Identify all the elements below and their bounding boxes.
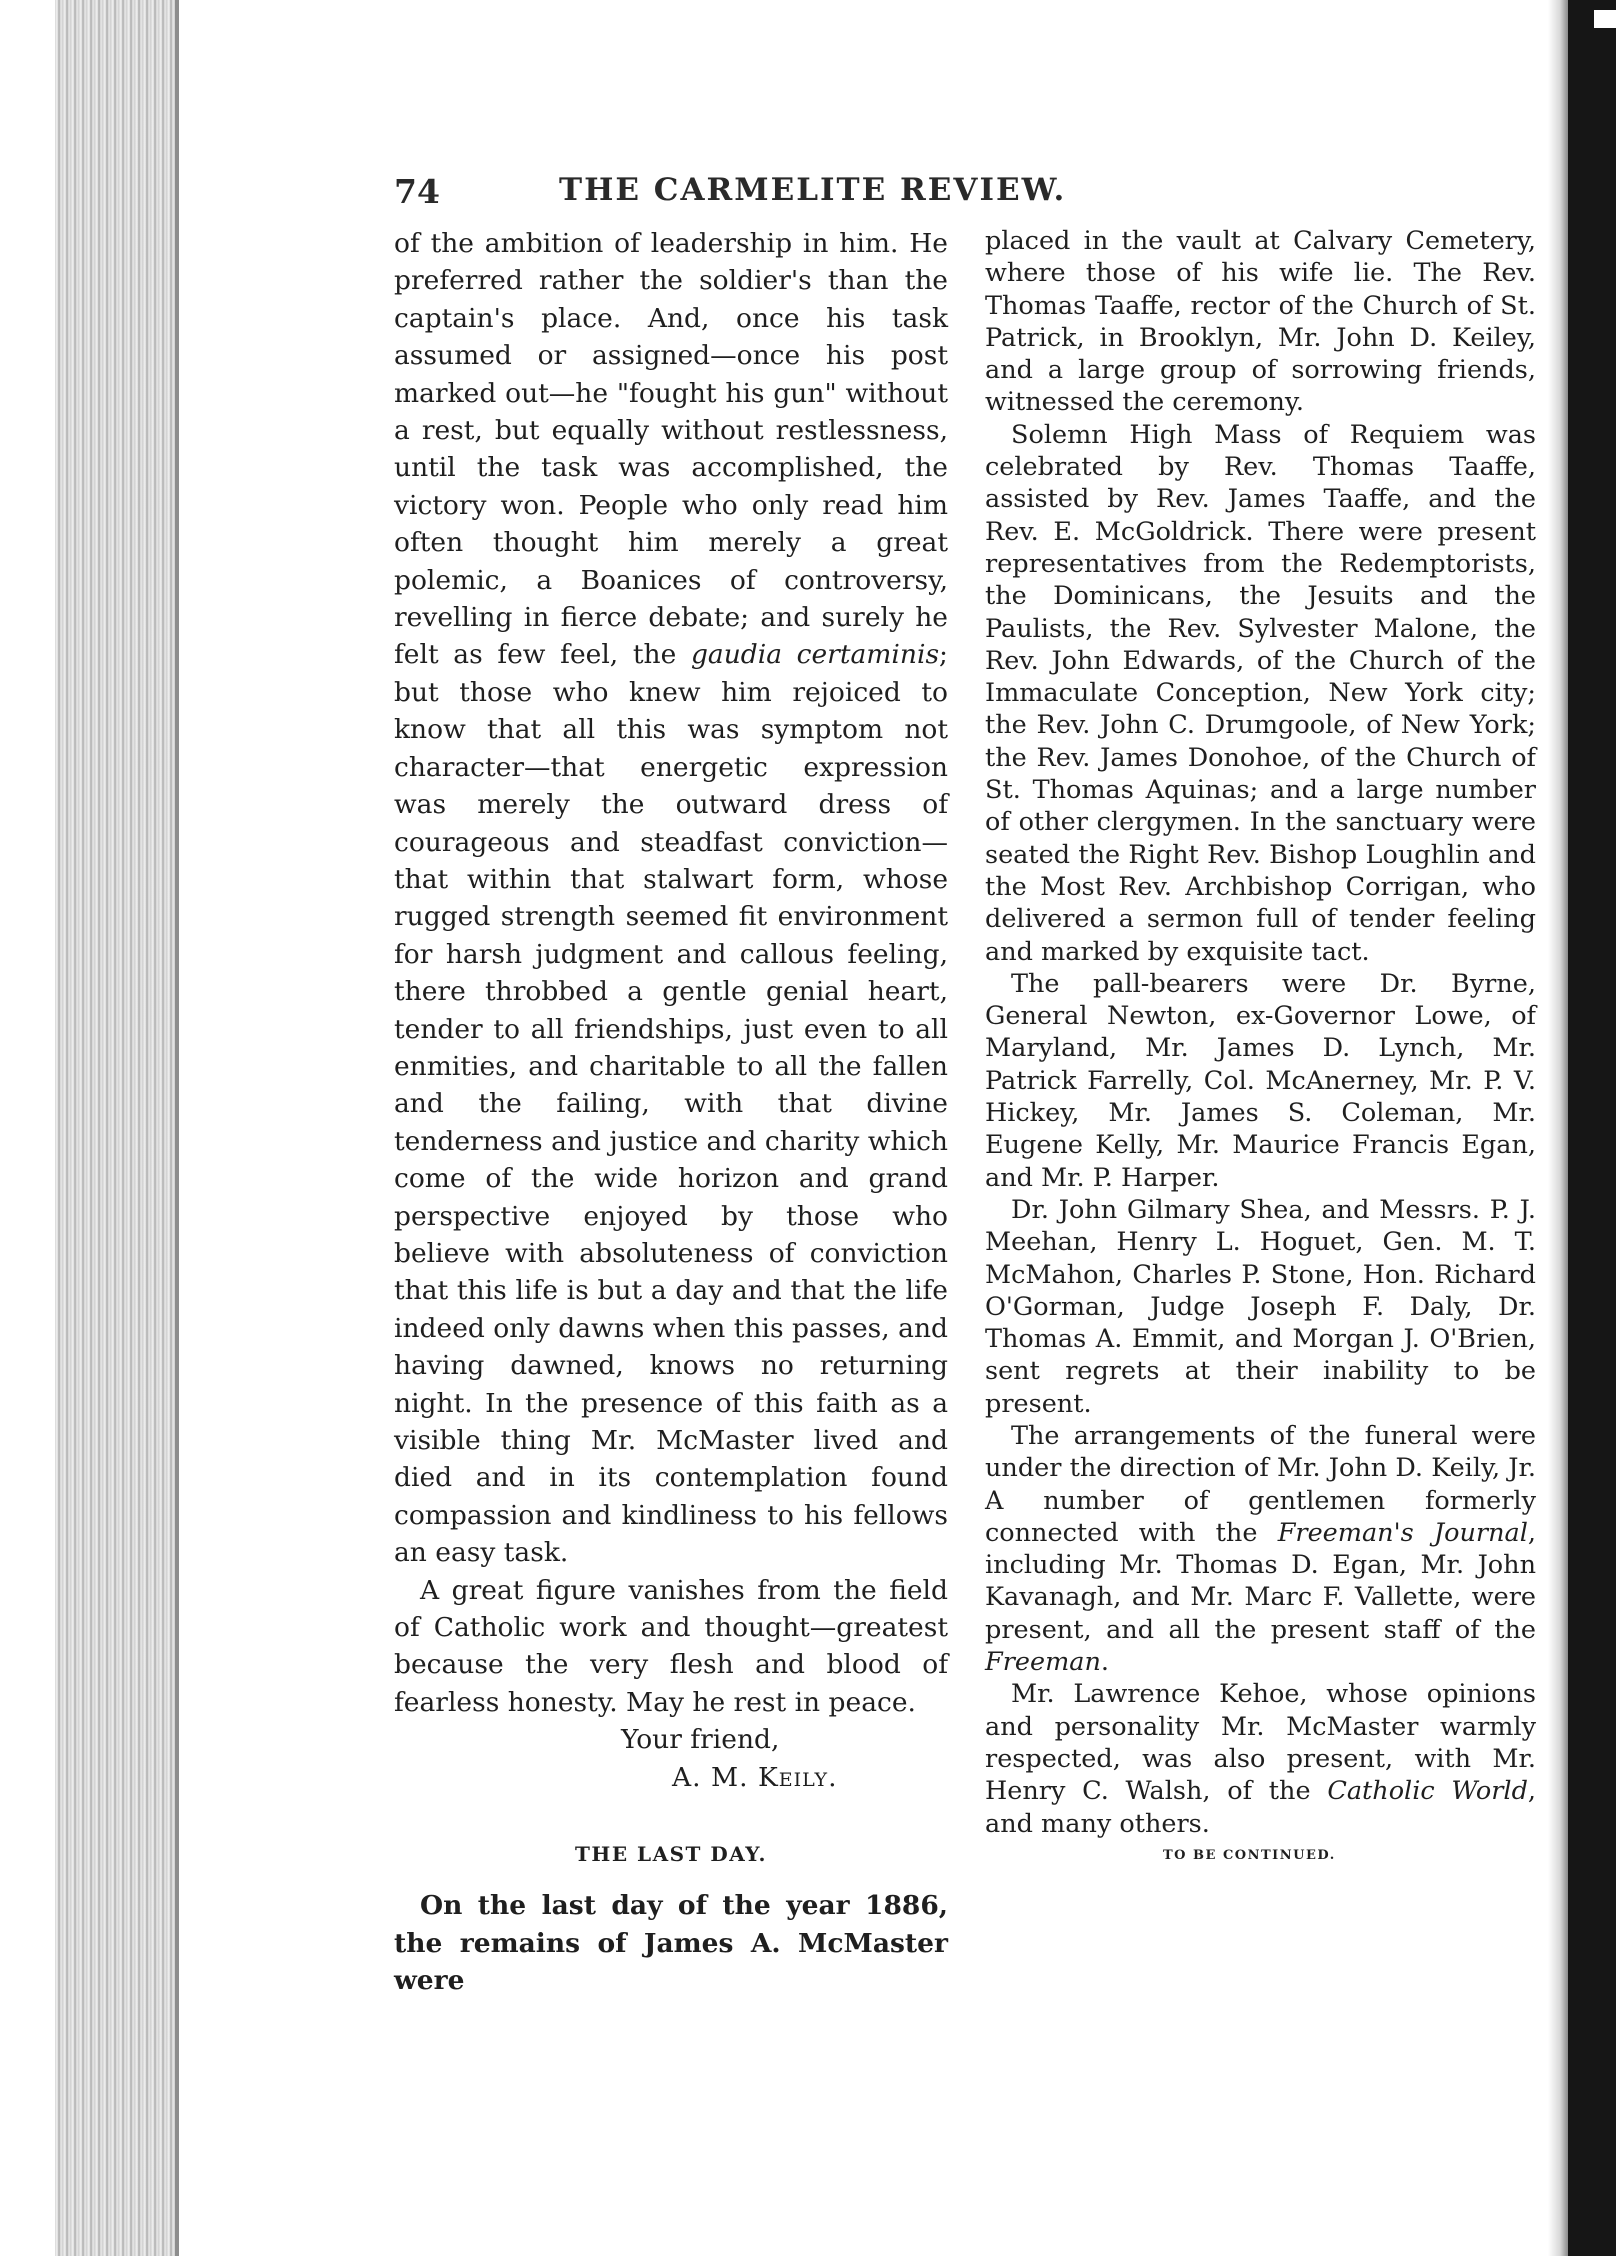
paragraph: The pall-bearers were Dr. Byrne, General Newton, ex-Governor Lowe, of Maryland, Mr. James D. Lynch, Mr. Patrick Farrelly, Col. McAnerney, Mr. P. V. Hickey, Mr. James S. Coleman, Mr. Eugene Kelly, Mr. Maurice Francis Egan, and Mr. P. Harper.	[985, 968, 1536, 1193]
paragraph: Dr. John Gilmary Shea, and Messrs. P. J. Meehan, Henry L. Hoguet, Gen. M. T. McMahon, Charles P. Stone, Hon. Richard O'Gorman, Judge Joseph F. Daly, Dr. Thomas A. Emmit, and Morgan J. O'Brien, sent regrets at their inability to be present.	[985, 1194, 1536, 1419]
paragraph	[985, 1678, 1536, 1839]
paragraph-text: of the ambition of leadership in him. He preferred rather the soldier's than the captain's place. And, once his task assumed or assigned—once his post marked out—he "fought his gun" without a rest, but equally without restlessness, until the task was accomplished, the victory won. People who only read him often thought him merely a great polemic, a Boanices of controversy, revelling in fierce debate; and surely he felt as few feel, the	[394, 228, 948, 671]
paragraph-text: .	[1100, 1647, 1109, 1678]
scan-corner-mark	[1594, 10, 1616, 28]
book-page	[178, 0, 1550, 2256]
left-column	[394, 225, 948, 2000]
paragraph: On the last day of the year 1886, the remains of James A. McMaster were	[394, 1890, 948, 1997]
paragraph	[985, 1420, 1536, 1678]
paragraph-text: , and many others.	[985, 1776, 1536, 1839]
italic-phrase: Freeman's Journal	[1277, 1517, 1528, 1548]
paragraph: placed in the vault at Calvary Cemetery, where those of his wife lie. The Rev. Thomas Taaffe, rector of the Church of St. Patrick, in Brooklyn, Mr. John D. Keiley, and a large group of sorrowing friends, witnessed the ceremony.	[985, 226, 1536, 418]
signature: A. M. Keily.	[672, 1761, 838, 1793]
italic-phrase: gaudia certaminis	[690, 639, 940, 671]
closing-line: Your friend,	[621, 1724, 780, 1756]
italic-phrase: Catholic World	[1327, 1776, 1528, 1807]
scan-right-border	[1568, 0, 1616, 2256]
page-number: 74	[394, 172, 440, 211]
italic-phrase: Freeman	[985, 1647, 1101, 1678]
paragraph-text: The arrangements of the funeral were under the direction of Mr. John D. Keily, Jr. A number of gentlemen formerly connected with the	[985, 1420, 1536, 1548]
section-title: THE LAST DAY.	[575, 1842, 767, 1867]
book-page-edges	[55, 0, 175, 2256]
running-title: THE CARMELITE REVIEW.	[559, 172, 1067, 208]
paragraph-text: ; but those who knew him rejoiced to know that all this was symptom not character—that energetic expression was merely the outward dress of courageous and steadfast conviction—that within that stalwart form, whose rugged strength seemed fit environment for harsh judgment and callous feeling, there throbbed a gentle genial heart, tender to all friendships, just even to all enmities, and charitable to all the fallen and the failing, with that divine tenderness and justice and charity which come of the wide horizon and grand perspective enjoyed by those who believe with absoluteness of conviction that this life is but a day and that the life indeed only dawns when this passes, and having dawned, knows no returning night. In the presence of this faith as a visible thing Mr. McMaster lived and died and in its contemplation found compassion and kindliness to his fellows an easy task.	[394, 639, 948, 1569]
paragraph-text: Mr. Lawrence Kehoe, whose opinions and personality Mr. McMaster warmly respected, was also present, with Mr. Henry C. Walsh, of the	[985, 1679, 1536, 1807]
continued-note: TO BE CONTINUED.	[1163, 1847, 1336, 1863]
paragraph-text: , including Mr. Thomas D. Egan, Mr. John Kavanagh, and Mr. Marc F. Vallette, were present, and all the present staff of the	[985, 1517, 1537, 1645]
page-header	[394, 166, 1386, 226]
paragraph: A great figure vanishes from the field of Catholic work and thought—greatest because the very flesh and blood of fearless honesty. May he rest in peace.	[394, 1574, 948, 1718]
right-column	[985, 225, 1536, 1872]
paragraph: Solemn High Mass of Requiem was celebrated by Rev. Thomas Taaffe, assisted by Rev. James Taaffe, and the Rev. E. McGoldrick. There were present representatives from the Redemptorists, the Dominicans, the Jesuits and the Paulists, the Rev. Sylvester Malone, the Rev. John Edwards, of the Church of the Immaculate Conception, New York city; the Rev. John C. Drumgoole, of New York; the Rev. James Donohoe, of the Church of St. Thomas Aquinas; and a large number of other clergymen. In the sanctuary were seated the Right Rev. Bishop Loughlin and the Most Rev. Archbishop Corrigan, who delivered a sermon full of tender feeling and marked by exquisite tact.	[985, 419, 1536, 967]
paragraph	[394, 225, 948, 1572]
